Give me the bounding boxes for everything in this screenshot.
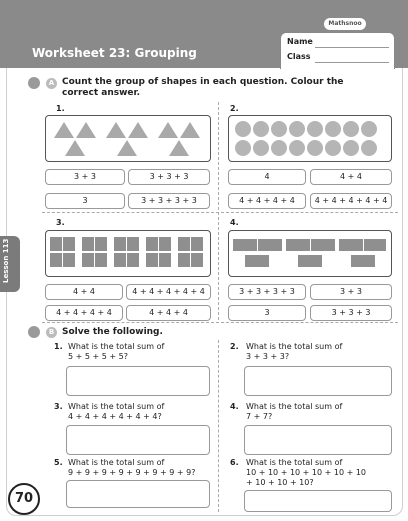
name-class-box — [280, 32, 395, 69]
question-text — [68, 402, 164, 422]
question-number: 3. — [54, 402, 63, 411]
question-text — [246, 458, 366, 488]
answer-box[interactable] — [244, 366, 392, 396]
worksheet-header — [0, 0, 408, 68]
class-field[interactable] — [287, 52, 311, 61]
section-a-vertical-divider — [218, 102, 219, 320]
name-underline — [315, 47, 389, 48]
question-number: 6. — [230, 458, 239, 467]
triangle-group-box — [45, 115, 211, 162]
section-divider — [42, 322, 398, 323]
class-label: Class — [287, 52, 311, 61]
circle-shapes — [229, 116, 391, 161]
question-text — [68, 458, 196, 478]
question-line: + 10 + 10 + 10? — [246, 478, 314, 487]
question-number: 2. — [230, 104, 239, 113]
section-a-horizontal-divider — [42, 212, 398, 213]
question-number: 4. — [230, 218, 239, 227]
name-label: Name — [287, 37, 313, 46]
question-number: 2. — [230, 342, 239, 351]
answer-option[interactable]: 4 + 4 + 4 + 4 + 4 — [126, 284, 211, 300]
answer-option[interactable]: 3 + 3 — [310, 284, 392, 300]
question-line: 9 + 9 + 9 + 9 + 9 + 9 + 9 + 9? — [68, 468, 196, 477]
question-number: 1. — [56, 104, 65, 113]
mascot-icon — [28, 77, 40, 89]
question-text — [246, 402, 342, 422]
question-line: What is the total sum of — [68, 458, 165, 467]
question-number: 4. — [230, 402, 239, 411]
answer-option[interactable]: 3 + 3 + 3 + 3 — [228, 284, 306, 300]
question-number: 1. — [54, 342, 63, 351]
answer-box[interactable] — [244, 425, 392, 455]
question-text — [246, 342, 342, 362]
answer-option[interactable]: 4 + 4 + 4 + 4 — [45, 305, 123, 321]
question-line: 10 + 10 + 10 + 10 + 10 + 10 — [246, 468, 367, 477]
square-shapes — [46, 231, 210, 276]
lesson-tab — [0, 236, 20, 292]
answer-option[interactable]: 3 + 3 + 3 + 3 — [128, 193, 210, 209]
question-line: What is the total sum of — [246, 342, 343, 351]
answer-option[interactable]: 3 + 3 + 3 — [128, 169, 210, 185]
square-group-box — [45, 230, 211, 277]
answer-option[interactable]: 4 + 4 + 4 + 4 — [228, 193, 306, 209]
question-line: What is the total sum of — [68, 342, 165, 351]
question-line: What is the total sum of — [246, 458, 343, 467]
question-line: 5 + 5 + 5 + 5? — [68, 352, 128, 361]
answer-box[interactable] — [244, 490, 392, 512]
section-b-instruction: Solve the following. — [62, 327, 163, 337]
question-line: What is the total sum of — [68, 402, 165, 411]
answer-option[interactable]: 4 + 4 — [310, 169, 392, 185]
answer-option[interactable]: 3 + 3 + 3 — [310, 305, 392, 321]
answer-option[interactable]: 4 + 4 + 4 — [126, 305, 211, 321]
question-line: What is the total sum of — [246, 402, 343, 411]
question-line: 7 + 7? — [246, 412, 273, 421]
section-b-badge: B — [46, 327, 57, 338]
answer-box[interactable] — [66, 366, 210, 396]
instruction-line-1: Count the group of shapes in each question. Colour the — [62, 77, 344, 87]
instruction-line-2: correct answer. — [62, 88, 141, 98]
worksheet-title: Worksheet 23: Grouping — [32, 46, 197, 60]
section-b-vertical-divider — [218, 340, 219, 512]
question-number: 3. — [56, 218, 65, 227]
rectangle-group-box — [228, 230, 392, 277]
page-number: 70 — [8, 483, 40, 515]
rectangle-shapes — [229, 231, 391, 276]
answer-option[interactable]: 4 + 4 — [45, 284, 123, 300]
brand-logo: Mathsnoo — [324, 18, 366, 30]
answer-box[interactable] — [66, 480, 210, 508]
answer-option[interactable]: 3 + 3 — [45, 169, 125, 185]
section-a-badge: A — [46, 78, 57, 89]
lesson-label: Lesson 113 — [2, 238, 10, 283]
section-a-instruction — [62, 77, 344, 99]
answer-option[interactable]: 4 — [228, 169, 306, 185]
triangle-shapes — [46, 116, 210, 161]
answer-box[interactable] — [66, 425, 210, 455]
answer-option[interactable]: 4 + 4 + 4 + 4 + 4 — [310, 193, 392, 209]
question-number: 5. — [54, 458, 63, 467]
question-line: 3 + 3 + 3? — [246, 352, 290, 361]
circle-group-box — [228, 115, 392, 162]
question-line: 4 + 4 + 4 + 4 + 4 + 4? — [68, 412, 162, 421]
question-text — [68, 342, 164, 362]
answer-option[interactable]: 3 — [45, 193, 125, 209]
class-underline — [315, 62, 389, 63]
mascot-icon — [28, 326, 40, 338]
name-field[interactable] — [287, 37, 313, 46]
answer-option[interactable]: 3 — [228, 305, 306, 321]
